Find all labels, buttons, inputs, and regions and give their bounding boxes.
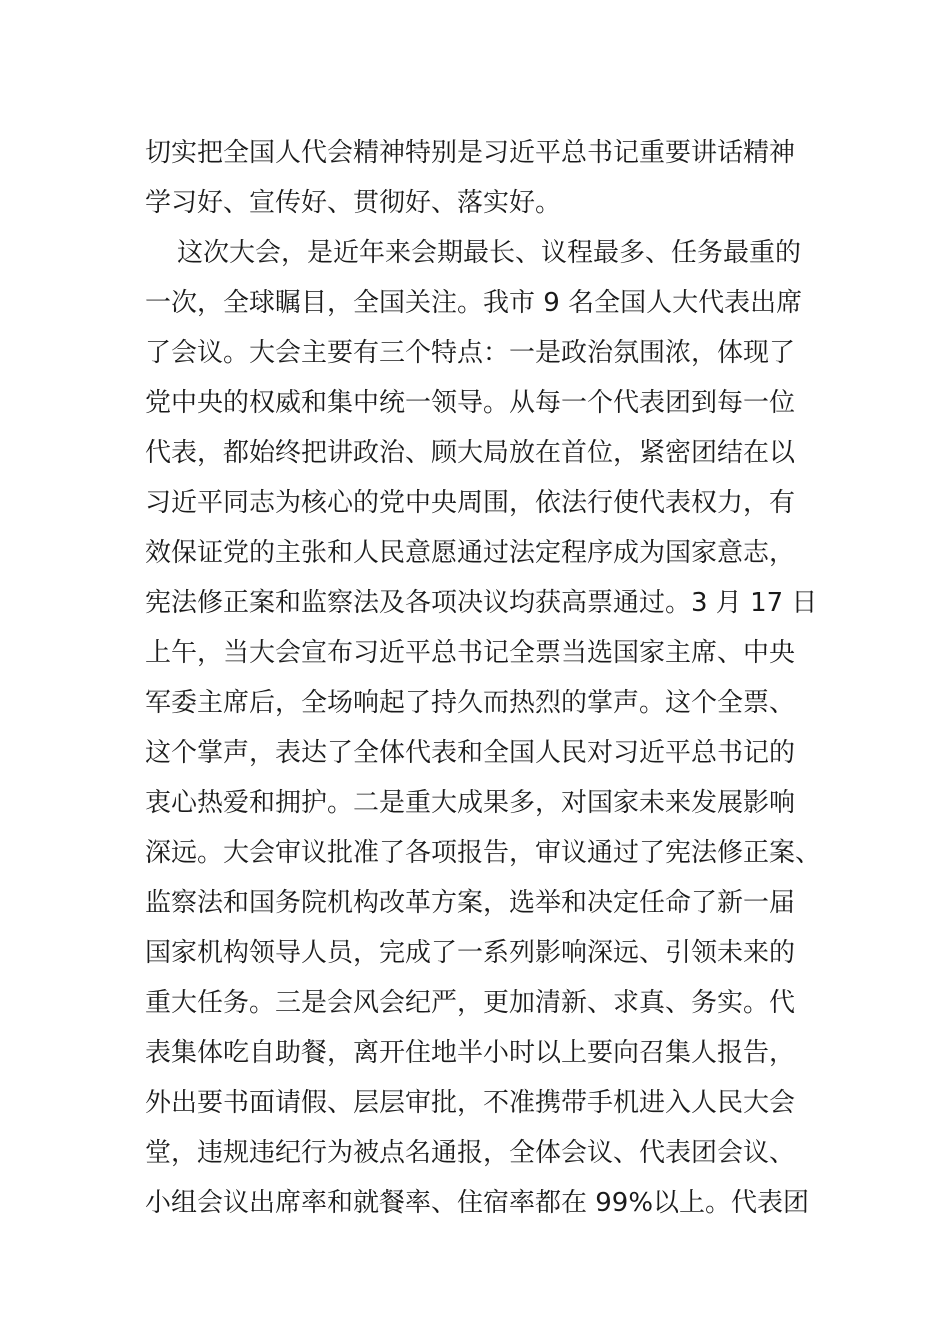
text-line-12: 军委主席后，全场响起了持久而热烈的掌声。这个全票、 <box>145 688 796 718</box>
text-line-10: 宪法修正案和监察法及各项决议均获高票通过。3 月 17 日 <box>145 588 818 618</box>
text-line-19: 表集体吃自助餐，离开住地半小时以上要向召集人报告， <box>145 1038 796 1068</box>
text-line-3: 这次大会，是近年来会期最长、议程最多、任务最重的 <box>177 238 802 268</box>
text-line-17: 国家机构领导人员，完成了一系列影响深远、引领未来的 <box>145 938 796 968</box>
text-line-14: 衷心热爱和拥护。二是重大成果多，对国家未来发展影响 <box>145 788 796 818</box>
text-line-5: 了会议。大会主要有三个特点：一是政治氛围浓，体现了 <box>145 338 796 368</box>
text-line-16: 监察法和国务院机构改革方案，选举和决定任命了新一届 <box>145 888 796 918</box>
text-line-4: 一次，全球瞩目，全国关注。我市 9 名全国人大代表出席 <box>145 288 803 318</box>
text-line-15: 深远。大会审议批准了各项报告，审议通过了宪法修正案、 <box>145 838 822 868</box>
text-line-7: 代表，都始终把讲政治、顾大局放在首位，紧密团结在以 <box>145 438 796 468</box>
text-line-20: 外出要书面请假、层层审批，不准携带手机进入人民大会 <box>145 1088 796 1118</box>
text-line-1: 切实把全国人代会精神特别是习近平总书记重要讲话精神 <box>145 138 796 168</box>
text-line-8: 习近平同志为核心的党中央周围，依法行使代表权力，有 <box>145 488 796 518</box>
body-text <box>145 128 822 1228</box>
text-line-21: 堂，违规违纪行为被点名通报，全体会议、代表团会议、 <box>145 1138 796 1168</box>
text-line-13: 这个掌声，表达了全体代表和全国人民对习近平总书记的 <box>145 738 796 768</box>
text-line-6: 党中央的权威和集中统一领导。从每一个代表团到每一位 <box>145 388 796 418</box>
text-line-22: 小组会议出席率和就餐率、住宿率都在 99%以上。代表团 <box>145 1188 810 1218</box>
text-line-18: 重大任务。三是会风会纪严，更加清新、求真、务实。代 <box>145 988 796 1018</box>
text-line-2: 学习好、宣传好、贯彻好、落实好。 <box>145 188 562 218</box>
text-line-11: 上午，当大会宣布习近平总书记全票当选国家主席、中央 <box>145 638 796 668</box>
text-line-9: 效保证党的主张和人民意愿通过法定程序成为国家意志， <box>145 538 796 568</box>
